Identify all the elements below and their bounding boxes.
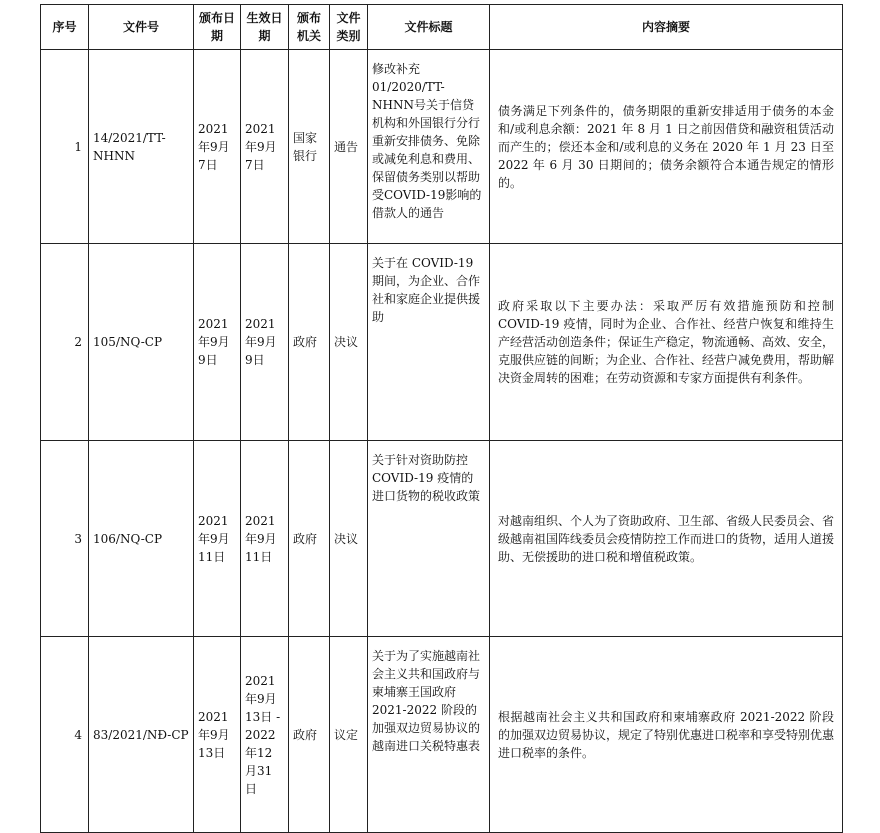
cell-doc-title: 关于在 COVID-19 期间，为企业、合作社和家庭企业提供援助 [368,244,490,441]
header-doc-type: 文件类别 [330,5,368,50]
cell-effective-date: 2021年9月9日 [241,244,289,441]
table-row [41,244,843,441]
cell-doc-type: 决议 [330,441,368,637]
header-issuer: 颁布机关 [289,5,330,50]
table-row [41,50,843,244]
cell-issue-date: 2021年9月7日 [194,50,241,244]
cell-doc-title: 修改补充01/2020/TT-NHNN号关于信贷机构和外国银行分行重新安排债务、免除或减免利息和费用、保留债务类别以帮助受COVID-19影响的借款人的通告 [368,50,490,244]
cell-summary: 对越南组织、个人为了资助政府、卫生部、省级人民委员会、省级越南祖国阵线委员会疫情防控工作而进口的货物，适用人道援助、无偿援助的进口税和增值税政策。 [490,441,843,637]
header-doc-no: 文件号 [89,5,194,50]
cell-effective-date: 2021年9月13日 - 2022年12月31日 [241,637,289,833]
cell-summary: 政府采取以下主要办法：采取严厉有效措施预防和控制 COVID-19 疫情，同时为企业、合作社、经营户恢复和维持生产经营活动创造条件；保证生产稳定，物流通畅、高效、安全，克服供应链的间断；为企业、合作社、经营户减免费用，帮助解决资金周转的困难；在劳动资源和专家方面提供有利条件。 [490,244,843,441]
cell-doc-title: 关于针对资助防控 COVID-19 疫情的进口货物的税收政策 [368,441,490,637]
cell-doc-type: 议定 [330,637,368,833]
header-issue-date: 颁布日期 [194,5,241,50]
cell-doc-no: 83/2021/NĐ-CP [89,637,194,833]
cell-issuer: 政府 [289,441,330,637]
cell-summary: 根据越南社会主义共和国政府和柬埔寨政府 2021-2022 阶段的加强双边贸易协议，规定了特别优惠进口税率和享受特别优惠进口税率的条件。 [490,637,843,833]
cell-doc-no: 105/NQ-CP [89,244,194,441]
cell-no: 1 [41,50,89,244]
header-row [41,5,843,50]
cell-doc-type: 通告 [330,50,368,244]
cell-summary: 债务满足下列条件的，债务期限的重新安排适用于债务的本金和/或利息余额：2021 年 8 月 1 日之前因借贷和融资租赁活动而产生的；偿还本金和/或利息的义务在 2020 年 1 月 23 日至 2022 年 6 月 30 日期间的；债务余额符合本通告规定的情形的。 [490,50,843,244]
header-summary: 内容摘要 [490,5,843,50]
cell-issuer: 国家银行 [289,50,330,244]
cell-doc-type: 决议 [330,244,368,441]
header-doc-title: 文件标题 [368,5,490,50]
header-no: 序号 [41,5,89,50]
cell-issue-date: 2021年9月9日 [194,244,241,441]
cell-no: 3 [41,441,89,637]
cell-doc-no: 14/2021/TT-NHNN [89,50,194,244]
table-row [41,441,843,637]
cell-no: 2 [41,244,89,441]
table-row [41,637,843,833]
cell-effective-date: 2021年9月11日 [241,441,289,637]
cell-issuer: 政府 [289,637,330,833]
cell-no: 4 [41,637,89,833]
header-effective-date: 生效日期 [241,5,289,50]
cell-doc-no: 106/NQ-CP [89,441,194,637]
cell-issue-date: 2021年9月11日 [194,441,241,637]
cell-doc-title: 关于为了实施越南社会主义共和国政府与柬埔寨王国政府 2021-2022 阶段的加强双边贸易协议的越南进口关税特惠表 [368,637,490,833]
regulation-table [40,4,843,833]
cell-issue-date: 2021年9月13日 [194,637,241,833]
cell-effective-date: 2021年9月7日 [241,50,289,244]
cell-issuer: 政府 [289,244,330,441]
